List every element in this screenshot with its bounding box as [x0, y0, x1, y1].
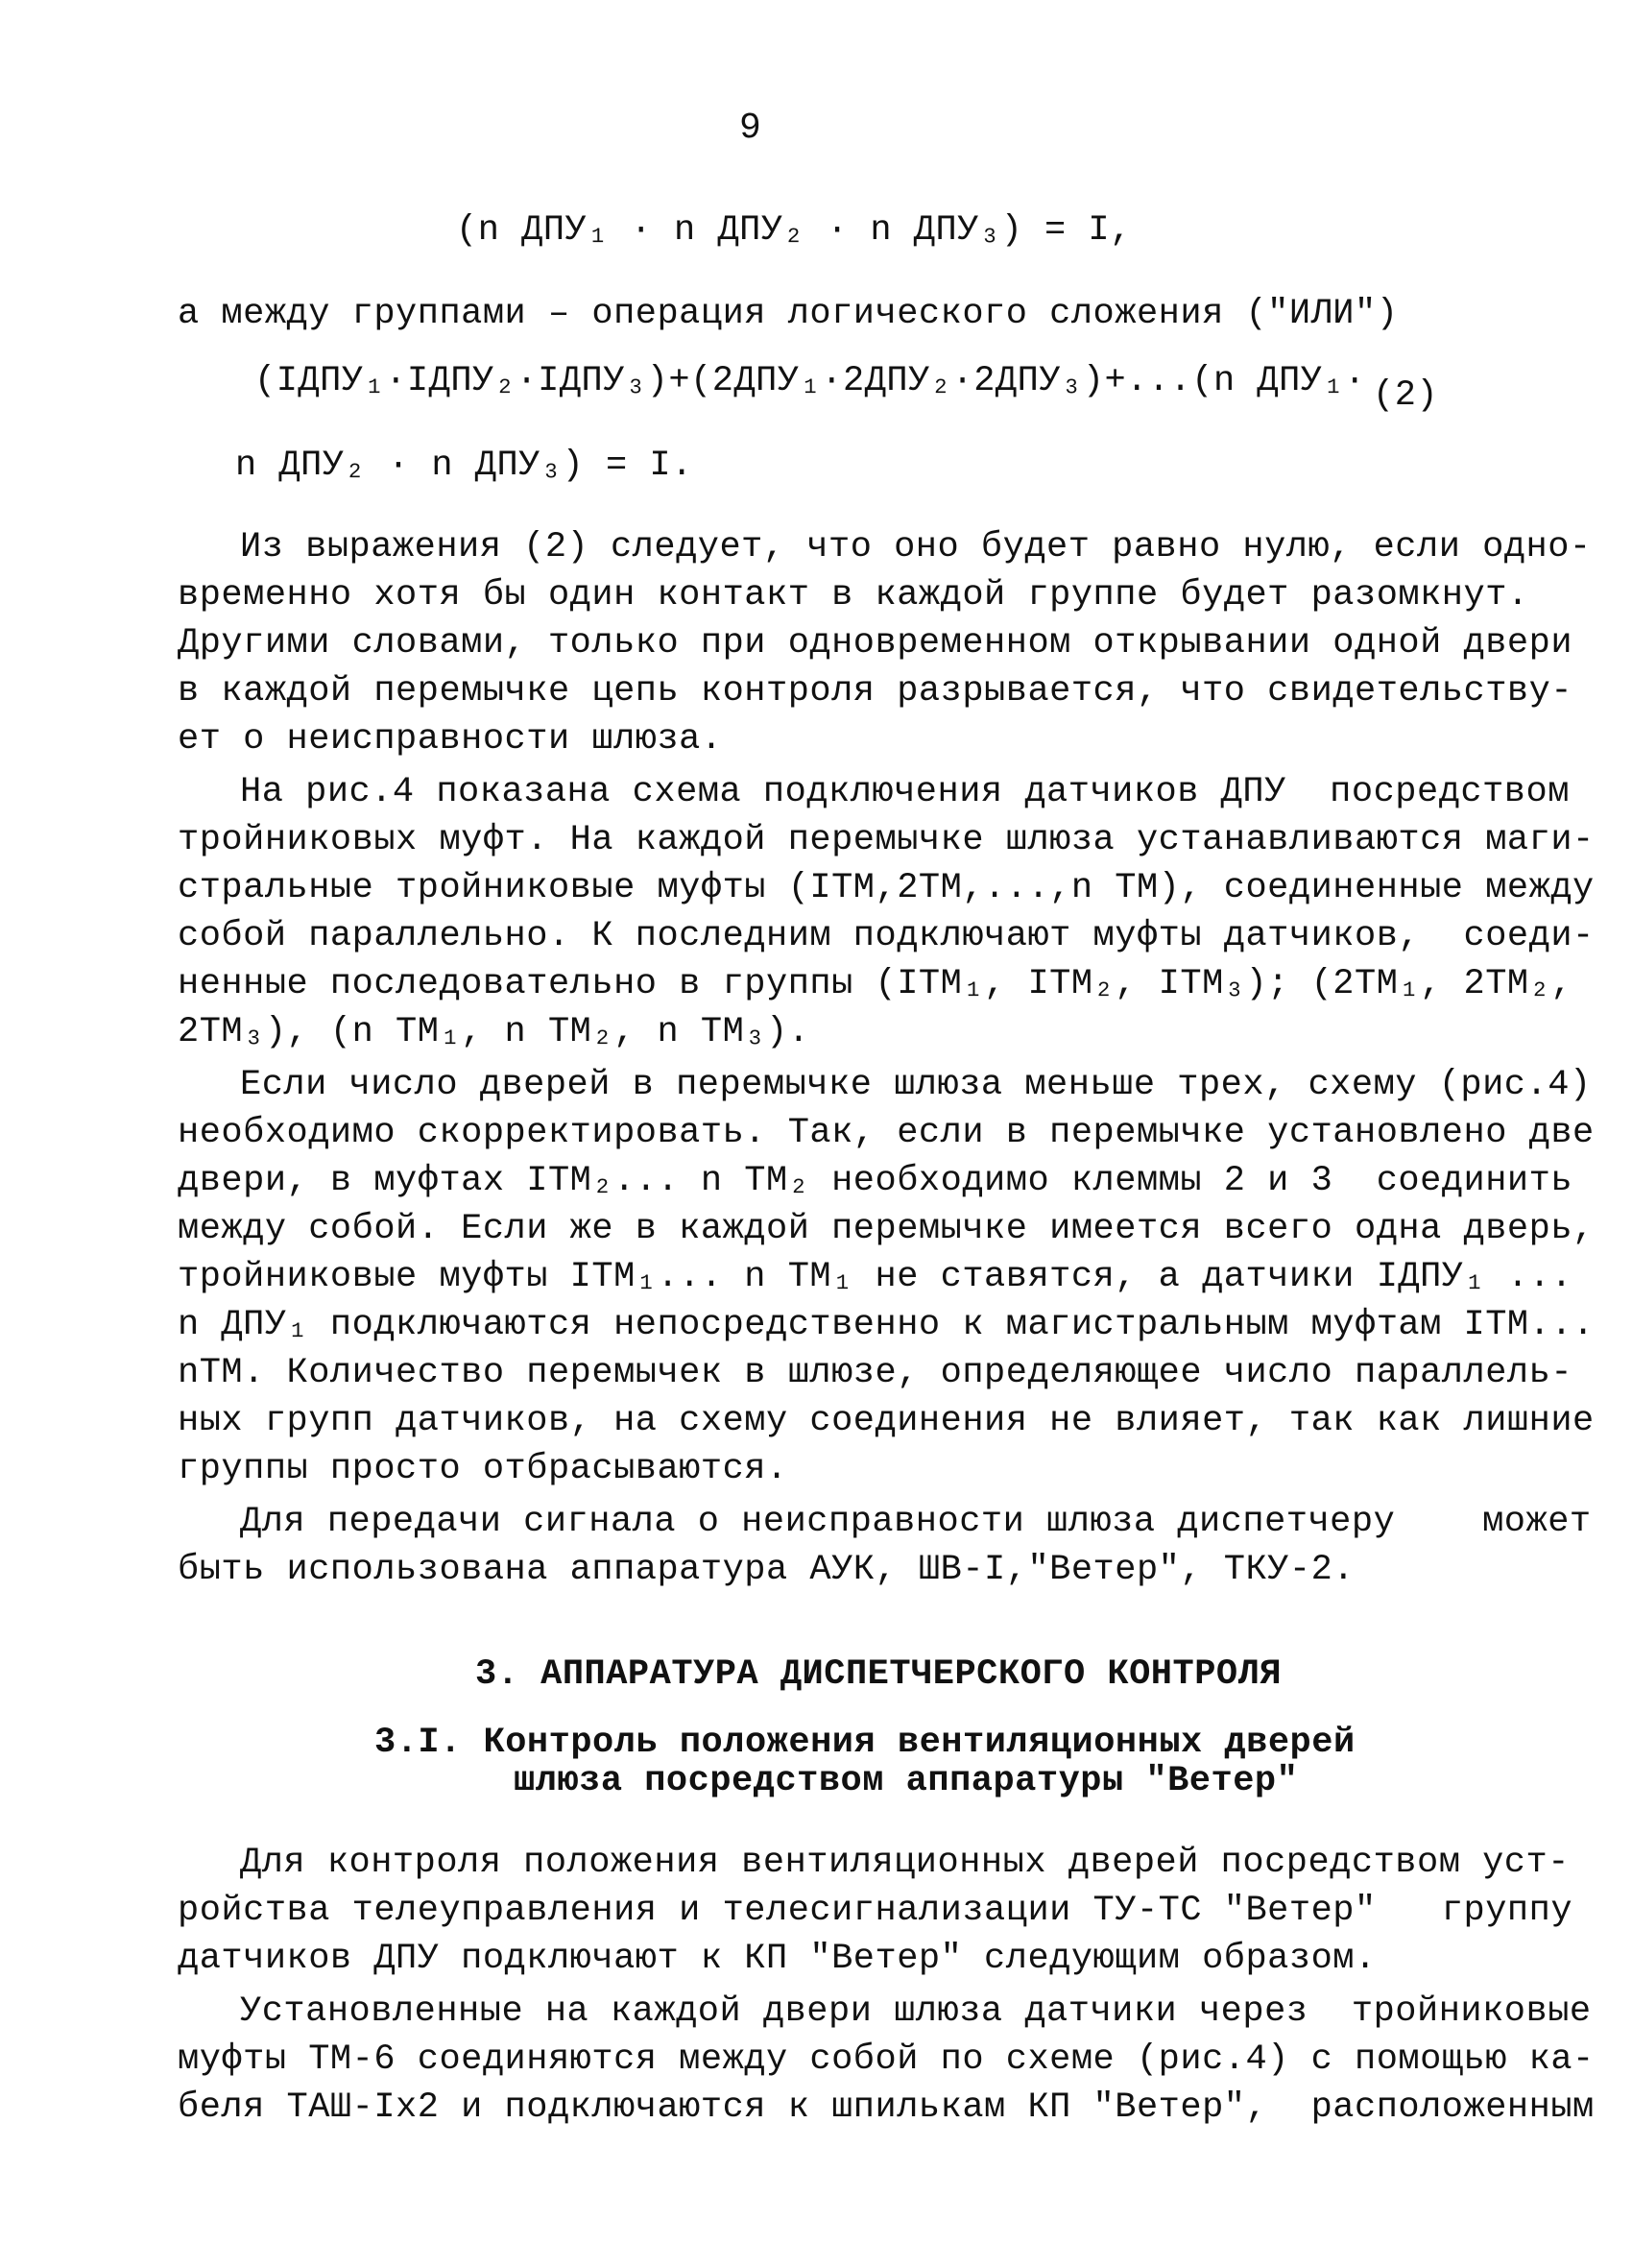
subsection-heading-line-2: шлюза посредством аппаратуры "Ветер": [514, 1761, 1299, 1801]
subsection-heading-line-1: 3.I. Контроль положения вентиляционных дверей: [374, 1723, 1356, 1763]
para3-line: n ДПУ₁ подключаются непосредственно к магистральным муфтам ITM...: [178, 1305, 1595, 1345]
para4-line: быть использована аппаратура АУК, ШВ-I,"Ветер", ТКУ-2.: [178, 1550, 1355, 1590]
para6-line: муфты ТМ-6 соединяются между собой по схеме (рис.4) с помощью ка-: [178, 2039, 1595, 2080]
para3-line: nTM. Количество перемычек в шлюзе, определяющее число параллель-: [178, 1353, 1573, 1393]
para2-line: тройниковых муфт. На каждой перемычке шлюза устанавливаются маги-: [178, 820, 1595, 860]
para1-line: Из выражения (2) следует, что оно будет равно нулю, если одно-: [240, 527, 1592, 567]
para3-line: необходимо скорректировать. Так, если в перемычке установлено две: [178, 1113, 1595, 1153]
para2-line: стральные тройниковые муфты (ITM,2TM,...,n TM), соединенные между: [178, 868, 1595, 908]
para3-line: группы просто отбрасываются.: [178, 1449, 788, 1489]
para6-line: Установленные на каждой двери шлюза датчики через тройниковые: [240, 1991, 1592, 2032]
para5-line: ройства телеуправления и телесигнализации ТУ-ТС "Ветер" группу: [178, 1891, 1573, 1931]
para3-line: между собой. Если же в каждой перемычке имеется всего одна дверь,: [178, 1209, 1595, 1249]
formula-2-number: (2): [1373, 375, 1439, 416]
para6-line: беля ТАШ-Iх2 и подключаются к шпилькам КП "Ветер", расположенным: [178, 2087, 1595, 2128]
para1-line: временно хотя бы один контакт в каждой группе будет разомкнут.: [178, 575, 1529, 615]
para5-line: датчиков ДПУ подключают к КП "Ветер" следующим образом.: [178, 1939, 1377, 1979]
para2-line: На рис.4 показана схема подключения датчиков ДПУ посредством: [240, 772, 1570, 812]
para3-line: двери, в муфтах ITM₂... n TM₂ необходимо клеммы 2 и 3 соединить: [178, 1161, 1573, 1201]
section-heading: 3. АППАРАТУРА ДИСПЕТЧЕРСКОГО КОНТРОЛЯ: [475, 1654, 1283, 1695]
para2-line: ненные последовательно в группы (ITM₁, ITM₂, ITM₃); (2TM₁, 2TM₂,: [178, 964, 1573, 1004]
text-line-between: а между группами – операция логического сложения ("ИЛИ"): [178, 294, 1399, 334]
para5-line: Для контроля положения вентиляционных дверей посредством уст-: [240, 1843, 1570, 1883]
para1-line: в каждой перемычке цепь контроля разрывается, что свидетельству-: [178, 671, 1573, 712]
para1-line: ет о неисправности шлюза.: [178, 719, 723, 760]
para4-line: Для передачи сигнала о неисправности шлюза диспетчеру может: [240, 1502, 1592, 1542]
formula-2-line-2: n ДПУ₂ · n ДПУ₃) = I.: [235, 446, 693, 486]
para3-line: Если число дверей в перемычке шлюза меньше трех, схему (рис.4): [240, 1065, 1592, 1105]
page-number: 9: [739, 108, 762, 149]
formula-1: (n ДПУ₁ · n ДПУ₂ · n ДПУ₃) = I,: [456, 210, 1132, 251]
para1-line: Другими словами, только при одновременном открывании одной двери: [178, 623, 1573, 664]
para3-line: тройниковые муфты ITM₁... n TM₁ не ставятся, а датчики IДПУ₁ ...: [178, 1257, 1573, 1297]
para2-line: 2TM₃), (n TM₁, n TM₂, n TM₃).: [178, 1012, 810, 1052]
para2-line: собой параллельно. К последним подключают муфты датчиков, соеди-: [178, 916, 1595, 956]
para3-line: ных групп датчиков, на схему соединения не влияет, так как лишние: [178, 1401, 1595, 1441]
formula-2-line-1: (IДПУ₁·IДПУ₂·IДПУ₃)+(2ДПУ₁·2ДПУ₂·2ДПУ₃)+...(n ДПУ₁·: [254, 361, 1366, 401]
